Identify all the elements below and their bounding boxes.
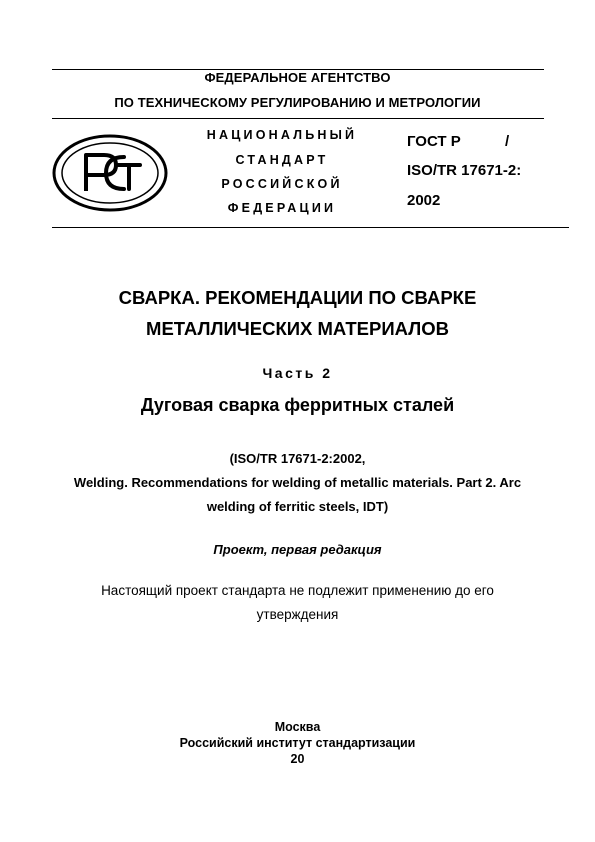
gost-prefix: ГОСТ Р xyxy=(407,133,461,150)
agency-line-1: ФЕДЕРАЛЬНОЕ АГЕНТСТВО xyxy=(204,70,391,85)
document-title-line-2: МЕТАЛЛИЧЕСКИХ МАТЕРИАЛОВ xyxy=(146,318,449,339)
gost-slash: / xyxy=(504,133,510,150)
footer-year: 20 xyxy=(290,752,305,766)
intl-reference-line-1: (ISO/TR 17671-2:2002, xyxy=(229,451,366,466)
document-title-line-1: СВАРКА. РЕКОМЕНДАЦИИ ПО СВАРКЕ xyxy=(118,287,477,308)
part-label: Часть 2 xyxy=(262,365,333,381)
footer-publisher: Российский институт стандартизации xyxy=(179,736,416,750)
gost-designation-line-3: 2002 xyxy=(407,192,441,209)
rst-gost-emblem-icon xyxy=(50,133,170,213)
agency-line-2: ПО ТЕХНИЧЕСКОМУ РЕГУЛИРОВАНИЮ И МЕТРОЛОГИИ xyxy=(114,95,481,110)
standard-line-4: ФЕДЕРАЦИИ xyxy=(227,201,337,215)
draft-label: Проект, первая редакция xyxy=(213,542,382,557)
header-rule xyxy=(52,118,544,119)
gost-designation-line-1 xyxy=(407,133,509,150)
document-subtitle: Дуговая сварка ферритных сталей xyxy=(140,395,455,415)
standard-line-2: СТАНДАРТ xyxy=(235,153,329,167)
gost-designation-line-2: ISO/TR 17671-2: xyxy=(407,162,522,179)
intl-reference-line-2: Welding. Recommendations for welding of metallic materials. Part 2. Arc xyxy=(73,475,522,490)
intl-reference-line-3: welding of ferritic steels, IDT) xyxy=(206,499,389,514)
notice-line-2: утверждения xyxy=(256,607,339,622)
block-bottom-rule xyxy=(52,227,569,228)
notice-line-1: Настоящий проект стандарта не подлежит применению до его xyxy=(101,583,494,598)
standard-line-3: РОССИЙСКОЙ xyxy=(221,177,343,191)
standard-line-1: НАЦИОНАЛЬНЫЙ xyxy=(206,128,358,142)
footer-city: Москва xyxy=(274,720,321,734)
